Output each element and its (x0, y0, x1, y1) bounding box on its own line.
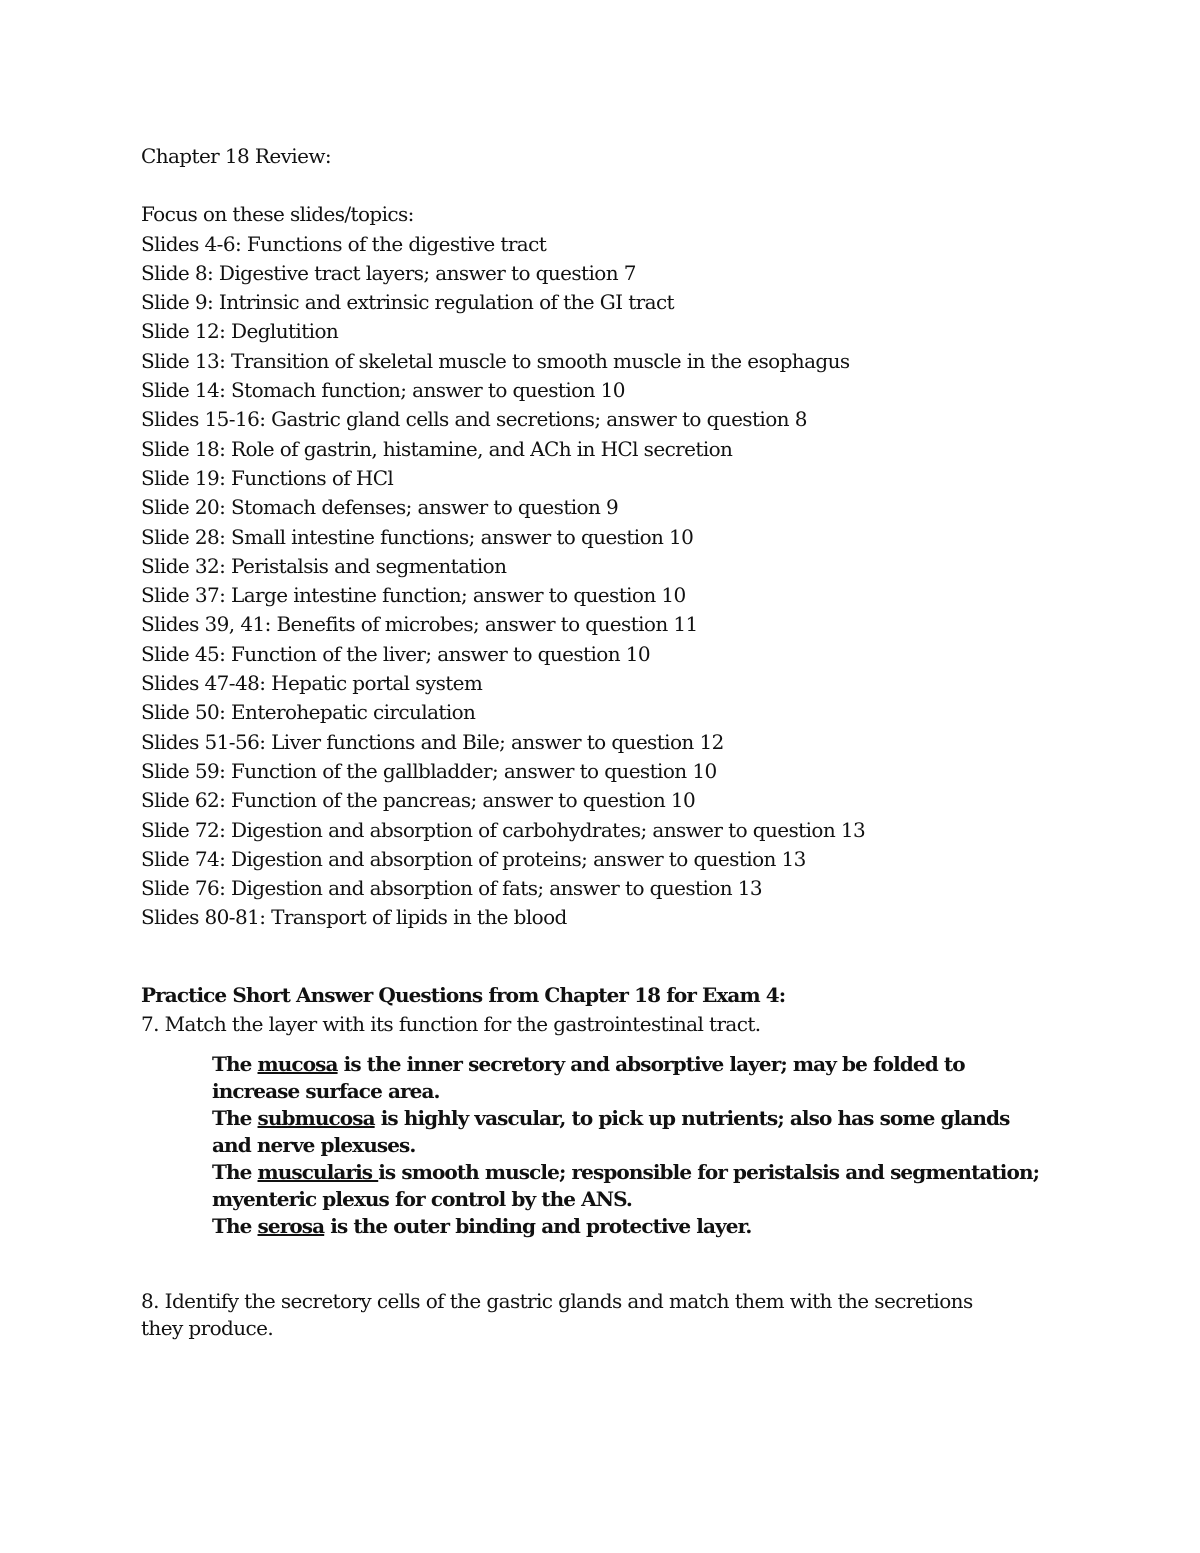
question-7: 7. Match the layer with its function for the gastrointestinal tract. (141, 1012, 761, 1037)
answer-mucosa: The mucosa is the inner secretory and absorptive layer; may be folded to increase surface area. (212, 1052, 965, 1104)
slide-item: Slide 20: Stomach defenses; answer to question 9 (141, 495, 619, 520)
slide-item: Slide 19: Functions of HCl (141, 465, 394, 490)
slide-list (141, 230, 1041, 933)
slide-item: Slides 39, 41: Benefits of microbes; answer to question 11 (141, 612, 698, 637)
answer-serosa: The serosa is the outer binding and protective layer. (212, 1214, 752, 1239)
slide-item: Slide 14: Stomach function; answer to question 10 (141, 378, 625, 403)
slide-item: Slide 12: Deglutition (141, 319, 339, 344)
slide-item: Slide 59: Function of the gallbladder; answer to question 10 (141, 758, 717, 783)
slide-item: Slide 50: Enterohepatic circulation (141, 700, 476, 725)
document-page (141, 142, 1041, 1342)
slide-item: Slide 18: Role of gastrin, histamine, and ACh in HCl secretion (141, 436, 733, 461)
spacer (141, 1240, 1041, 1288)
answer-submucosa: The submucosa is highly vascular, to pick up nutrients; also has some glands and nerve plexuses. (212, 1106, 1010, 1158)
term-serosa: serosa (257, 1214, 325, 1239)
term-submucosa: submucosa (257, 1106, 375, 1131)
slide-item: Slide 45: Function of the liver; answer to question 10 (141, 641, 651, 666)
slide-item: Slide 32: Peristalsis and segmentation (141, 553, 507, 578)
slide-item: Slide 76: Digestion and absorption of fats; answer to question 13 (141, 876, 763, 901)
question-8: 8. Identify the secretory cells of the gastric glands and match them with the secretions they produce. (141, 1289, 973, 1341)
slide-item: Slides 51-56: Liver functions and Bile; answer to question 12 (141, 729, 724, 754)
answer-block (212, 1051, 1042, 1240)
slide-item: Slide 74: Digestion and absorption of proteins; answer to question 13 (141, 846, 806, 871)
term-muscularis: muscularis (257, 1160, 379, 1185)
slide-item: Slide 37: Large intestine function; answer to question 10 (141, 583, 686, 608)
slide-item: Slide 72: Digestion and absorption of carbohydrates; answer to question 13 (141, 817, 866, 842)
slide-item: Slides 47-48: Hepatic portal system (141, 671, 483, 696)
document-title: Chapter 18 Review: (141, 144, 331, 168)
slide-item: Slide 8: Digestive tract layers; answer to question 7 (141, 260, 636, 285)
slide-item: Slides 80-81: Transport of lipids in the blood (141, 905, 567, 930)
answer-muscularis: The muscularis is smooth muscle; responsible for peristalsis and segmentation; myenteric plexus for control by the ANS. (212, 1160, 1040, 1212)
practice-heading: Practice Short Answer Questions from Chapter 18 for Exam 4: (141, 982, 786, 1007)
slide-item: Slides 15-16: Gastric gland cells and secretions; answer to question 8 (141, 407, 807, 432)
term-mucosa: mucosa (257, 1052, 338, 1077)
spacer (141, 171, 1041, 200)
slide-item: Slides 4-6: Functions of the digestive tract (141, 231, 547, 256)
slide-item: Slide 13: Transition of skeletal muscle to smooth muscle in the esophagus (141, 348, 850, 373)
spacer (141, 933, 1041, 981)
slide-item: Slide 28: Small intestine functions; answer to question 10 (141, 524, 694, 549)
slide-item: Slide 9: Intrinsic and extrinsic regulation of the GI tract (141, 290, 674, 315)
slide-item: Slide 62: Function of the pancreas; answer to question 10 (141, 788, 696, 813)
focus-heading: Focus on these slides/topics: (141, 202, 414, 227)
